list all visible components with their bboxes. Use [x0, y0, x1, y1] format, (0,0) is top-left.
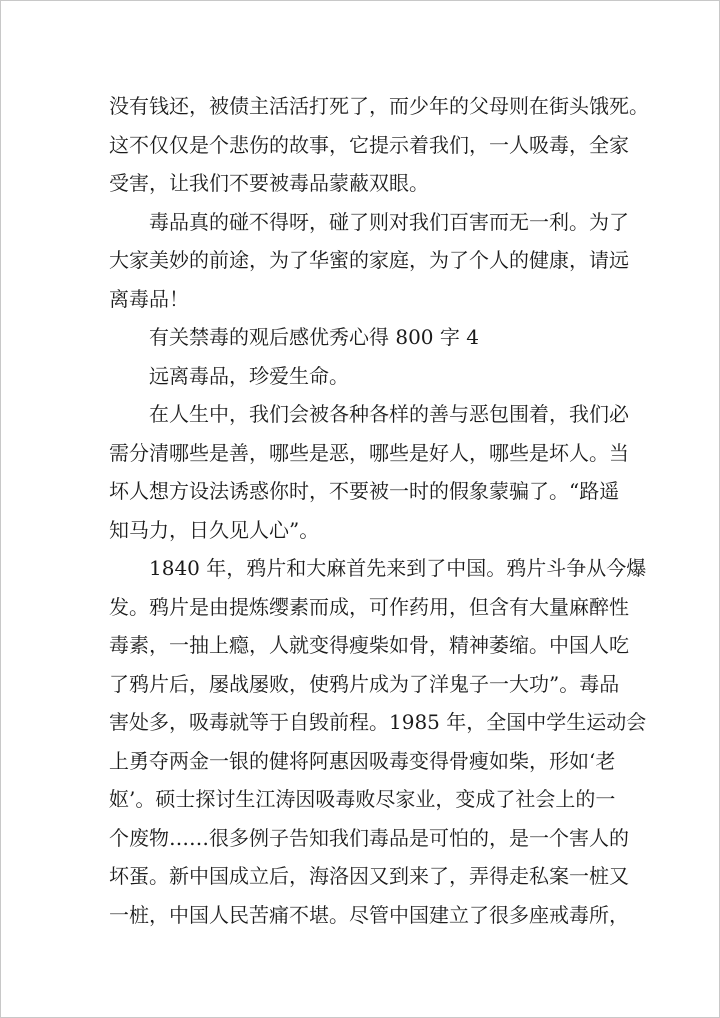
- paragraph-first-line: 毒品真的碰不得呀，碰了则对我们百害而无一利。为了: [149, 209, 629, 234]
- text-line: 需分清哪些是善，哪些是恶，哪些是好人，哪些是坏人。当: [109, 440, 629, 465]
- text-line: 受害，让我们不要被毒品蒙蔽双眼。: [109, 171, 429, 195]
- text-line: 坏人想方设法诱惑你时，不要被一时的假象蒙骗了。“路遥: [109, 479, 620, 503]
- paragraph-first-line: 在人生中，我们会被各种各样的善与恶包围着，我们必: [149, 402, 629, 426]
- text-line: 妪’。硕士探讨生江涛因吸毒败尽家业，变成了社会上的一: [109, 787, 616, 811]
- paragraph-first-line: 远离毒品，珍爱生命。: [149, 363, 349, 388]
- text-line: 坏蛋。新中国成立后，海洛因又到来了，弄得走私案一桩又: [109, 864, 629, 888]
- text-line: 这不仅仅是个悲伤的故事，它提示着我们，一人吸毒，全家: [109, 132, 629, 157]
- paragraph-first-line: 1840 年，鸦片和大麻首先来到了中国。鸦片斗争从今爆: [149, 556, 647, 580]
- section-heading: 有关禁毒的观后感优秀心得 800 字 4: [149, 325, 479, 349]
- text-line: 知马力，日久见人心”。: [109, 517, 320, 542]
- text-line: 没有钱还，被债主活活打死了，而少年的父母则在街头饿死。: [109, 94, 649, 118]
- text-line: 毒素，一抽上瘾，人就变得瘦柴如骨，精神萎缩。中国人吃: [109, 633, 629, 657]
- text-line: 离毒品！: [109, 286, 189, 311]
- text-line: 上勇夺两金一银的健将阿惠因吸毒变得骨瘦如柴，形如‘老: [109, 748, 616, 773]
- text-line: 个废物……很多例子告知我们毒品是可怕的，是一个害人的: [109, 825, 629, 850]
- text-line: 一桩，中国人民苦痛不堪。尽管中国建立了很多座戒毒所，: [109, 902, 629, 927]
- text-line: 了鸦片后，屡战屡败，使鸦片成为了洋鬼子一大功”。毒品: [109, 671, 620, 696]
- text-line: 发。鸦片是由提炼缨素而成，可作药用，但含有大量麻醉性: [109, 594, 629, 619]
- text-line: 大家美妙的前途，为了华蜜的家庭，为了个人的健康，请远: [109, 248, 629, 272]
- document-body: [109, 87, 649, 934]
- text-line: 害处多，吸毒就等于自毁前程。1985 年，全国中学生运动会: [109, 710, 647, 734]
